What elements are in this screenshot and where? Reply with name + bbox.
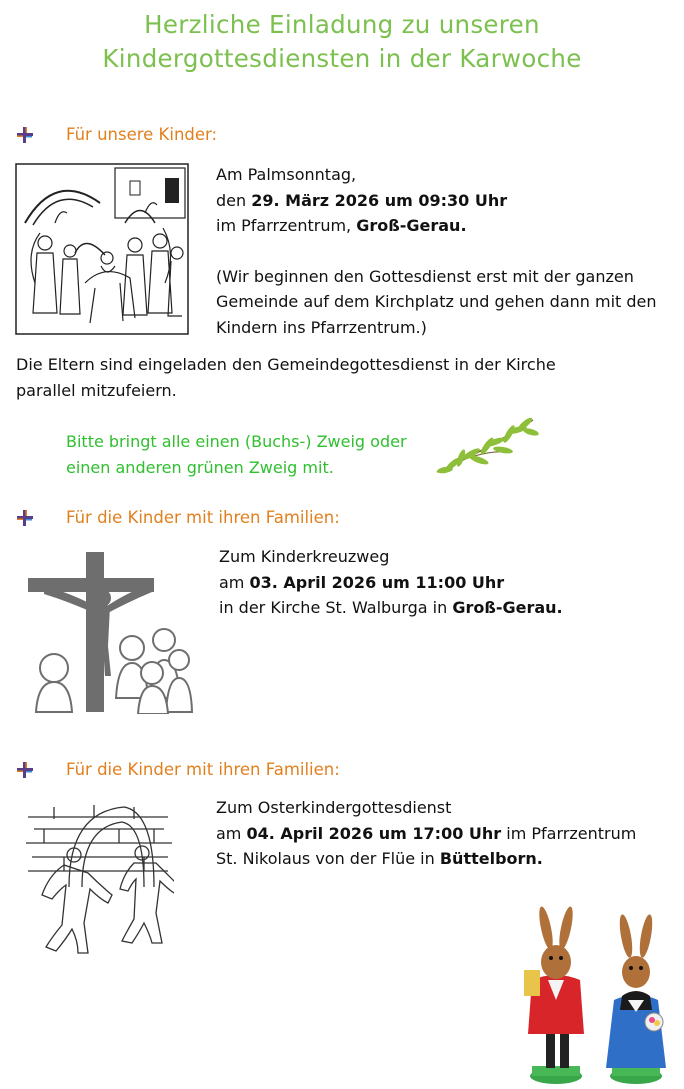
parents-note-line1: Die Eltern sind eingeladen den Gemeindegottesdienst in der Kirche bbox=[16, 355, 556, 374]
cross-marker-icon bbox=[16, 509, 34, 527]
section2-details bbox=[219, 544, 679, 621]
section2-line1: Zum Kinderkreuzweg bbox=[219, 547, 390, 566]
section2-line2-pre: am bbox=[219, 572, 250, 592]
section2-line2 bbox=[219, 570, 679, 596]
section1-note-line3: Kindern ins Pfarrzentrum.) bbox=[216, 317, 427, 337]
section1-line1: Am Palmsonntag, bbox=[216, 165, 357, 184]
branch-reminder bbox=[66, 429, 426, 480]
section3-date: 04. April 2026 um 17:00 Uhr bbox=[246, 823, 502, 843]
section2-line3 bbox=[219, 595, 679, 621]
cross-marker-icon bbox=[16, 761, 34, 779]
section1-line2 bbox=[216, 188, 676, 214]
section2-date: 03. April 2026 um 11:00 Uhr bbox=[249, 572, 505, 592]
branch-reminder-line2: einen anderen grünen Zweig mit. bbox=[66, 457, 334, 477]
section1-line2-pre: den bbox=[216, 190, 252, 210]
section3-line2-pre: am bbox=[216, 823, 247, 843]
section1-place: Groß-Gerau. bbox=[356, 216, 467, 235]
palm-sunday-illustration bbox=[15, 163, 189, 335]
section3-line1: Zum Osterkindergottesdienst bbox=[216, 798, 452, 817]
empty-tomb-illustration bbox=[24, 797, 174, 957]
easter-bunnies-figurines bbox=[518, 900, 678, 1086]
section3-heading: Für die Kinder mit ihren Familien: bbox=[66, 760, 340, 779]
section1-heading: Für unsere Kinder: bbox=[66, 125, 218, 144]
section1-line3 bbox=[216, 213, 676, 239]
section2-heading: Für die Kinder mit ihren Familien: bbox=[66, 508, 340, 527]
title-line-1: Herzliche Einladung zu unseren bbox=[144, 10, 540, 39]
section3-line2-post: im Pfarrzentrum bbox=[501, 823, 637, 843]
section1-date: 29. März 2026 um 09:30 Uhr bbox=[251, 190, 508, 210]
branch-reminder-line1: Bitte bringt alle einen (Buchs-) Zweig oder bbox=[66, 432, 407, 451]
section3-details bbox=[216, 795, 676, 872]
parents-note-line2: parallel mitzufeiern. bbox=[16, 380, 177, 400]
parents-note bbox=[16, 352, 676, 403]
cross-marker-icon bbox=[16, 126, 34, 144]
crucifixion-illustration bbox=[24, 548, 194, 714]
section1-details bbox=[216, 162, 676, 340]
section1-line3-pre: im Pfarrzentrum, bbox=[216, 216, 357, 235]
page-title bbox=[0, 8, 684, 76]
section1-note-line1: (Wir beginnen den Gottesdienst erst mit der ganzen bbox=[216, 266, 634, 286]
section2-line3-pre: in der Kirche St. Walburga in bbox=[219, 598, 453, 617]
section2-place: Groß-Gerau. bbox=[452, 598, 563, 617]
section3-place: Büttelborn. bbox=[439, 849, 543, 868]
section3-line3 bbox=[216, 846, 676, 872]
green-branch-image bbox=[433, 412, 539, 478]
section1-note-line2: Gemeinde auf dem Kirchplatz und gehen dann mit den bbox=[216, 292, 657, 311]
section3-line2 bbox=[216, 821, 676, 847]
title-line-2: Kindergottesdiensten in der Karwoche bbox=[102, 44, 582, 73]
section3-line3-pre: St. Nikolaus von der Flüe in bbox=[216, 849, 440, 868]
